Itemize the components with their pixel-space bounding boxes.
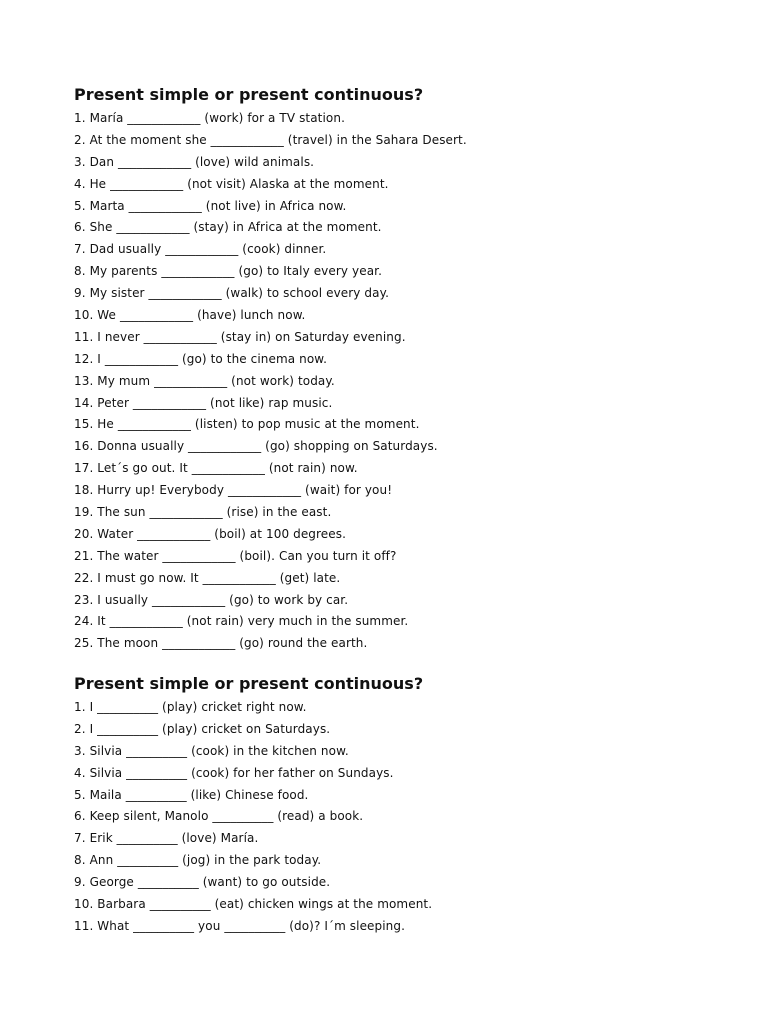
exercise-item: 1. María ____________ (work) for a TV station.	[74, 111, 345, 125]
exercise-item: 14. Peter ____________ (not like) rap music.	[74, 395, 333, 410]
exercise-item: 8. My parents ____________ (go) to Italy every year.	[74, 264, 382, 279]
exercise-item: 5. Maila __________ (like) Chinese food.	[74, 787, 309, 802]
exercise-item: 1. I __________ (play) cricket right now.	[74, 700, 307, 714]
exercise-item: 15. He ____________ (listen) to pop music at the moment.	[74, 417, 420, 432]
exercise-item: 20. Water ____________ (boil) at 100 degrees.	[74, 526, 347, 541]
exercise-item: 6. She ____________ (stay) in Africa at the moment.	[74, 220, 382, 235]
exercise-item: 10. We ____________ (have) lunch now.	[74, 308, 306, 323]
section-2-heading: Present simple or present continuous?	[74, 674, 424, 693]
exercise-section-2	[74, 673, 734, 938]
exercise-item: 2. I __________ (play) cricket on Saturdays.	[74, 721, 331, 736]
exercise-item: 8. Ann __________ (jog) in the park today.	[74, 853, 322, 868]
exercise-item: 11. I never ____________ (stay in) on Saturday evening.	[74, 329, 406, 344]
exercise-item: 4. Silvia __________ (cook) for her father on Sundays.	[74, 765, 394, 780]
exercise-item: 9. My sister ____________ (walk) to school every day.	[74, 286, 389, 301]
exercise-item: 24. It ____________ (not rain) very much in the summer.	[74, 614, 409, 629]
exercise-item: 5. Marta ____________ (not live) in Africa now.	[74, 198, 347, 213]
exercise-item: 4. He ____________ (not visit) Alaska at the moment.	[74, 176, 389, 191]
exercise-item: 11. What __________ you __________ (do)? I´m sleeping.	[74, 918, 406, 933]
exercise-item: 18. Hurry up! Everybody ____________ (wait) for you!	[74, 483, 393, 498]
exercise-item: 25. The moon ____________ (go) round the earth.	[74, 636, 368, 651]
exercise-item: 19. The sun ____________ (rise) in the east.	[74, 505, 332, 520]
exercise-item: 3. Dan ____________ (love) wild animals.	[74, 154, 315, 169]
exercise-section-1	[74, 84, 734, 655]
exercise-item: 12. I ____________ (go) to the cinema now.	[74, 351, 328, 366]
exercise-item: 16. Donna usually ____________ (go) shopping on Saturdays.	[74, 439, 438, 454]
section-1-heading: Present simple or present continuous?	[74, 85, 424, 104]
exercise-item: 13. My mum ____________ (not work) today.	[74, 373, 335, 388]
section-1-list	[74, 108, 734, 655]
exercise-item: 6. Keep silent, Manolo __________ (read) a book.	[74, 809, 364, 824]
exercise-item: 22. I must go now. It ____________ (get) late.	[74, 570, 341, 585]
exercise-item: 9. George __________ (want) to go outside.	[74, 875, 331, 890]
exercise-item: 3. Silvia __________ (cook) in the kitchen now.	[74, 743, 349, 758]
exercise-item: 10. Barbara __________ (eat) chicken wings at the moment.	[74, 897, 433, 912]
exercise-item: 7. Erik __________ (love) María.	[74, 831, 259, 846]
exercise-item: 2. At the moment she ____________ (travel) in the Sahara Desert.	[74, 132, 467, 147]
exercise-item: 17. Let´s go out. It ____________ (not rain) now.	[74, 461, 358, 476]
exercise-item: 23. I usually ____________ (go) to work by car.	[74, 592, 349, 607]
exercise-item: 21. The water ____________ (boil). Can you turn it off?	[74, 548, 397, 563]
exercise-item: 7. Dad usually ____________ (cook) dinner.	[74, 242, 327, 257]
section-2-list	[74, 697, 734, 938]
